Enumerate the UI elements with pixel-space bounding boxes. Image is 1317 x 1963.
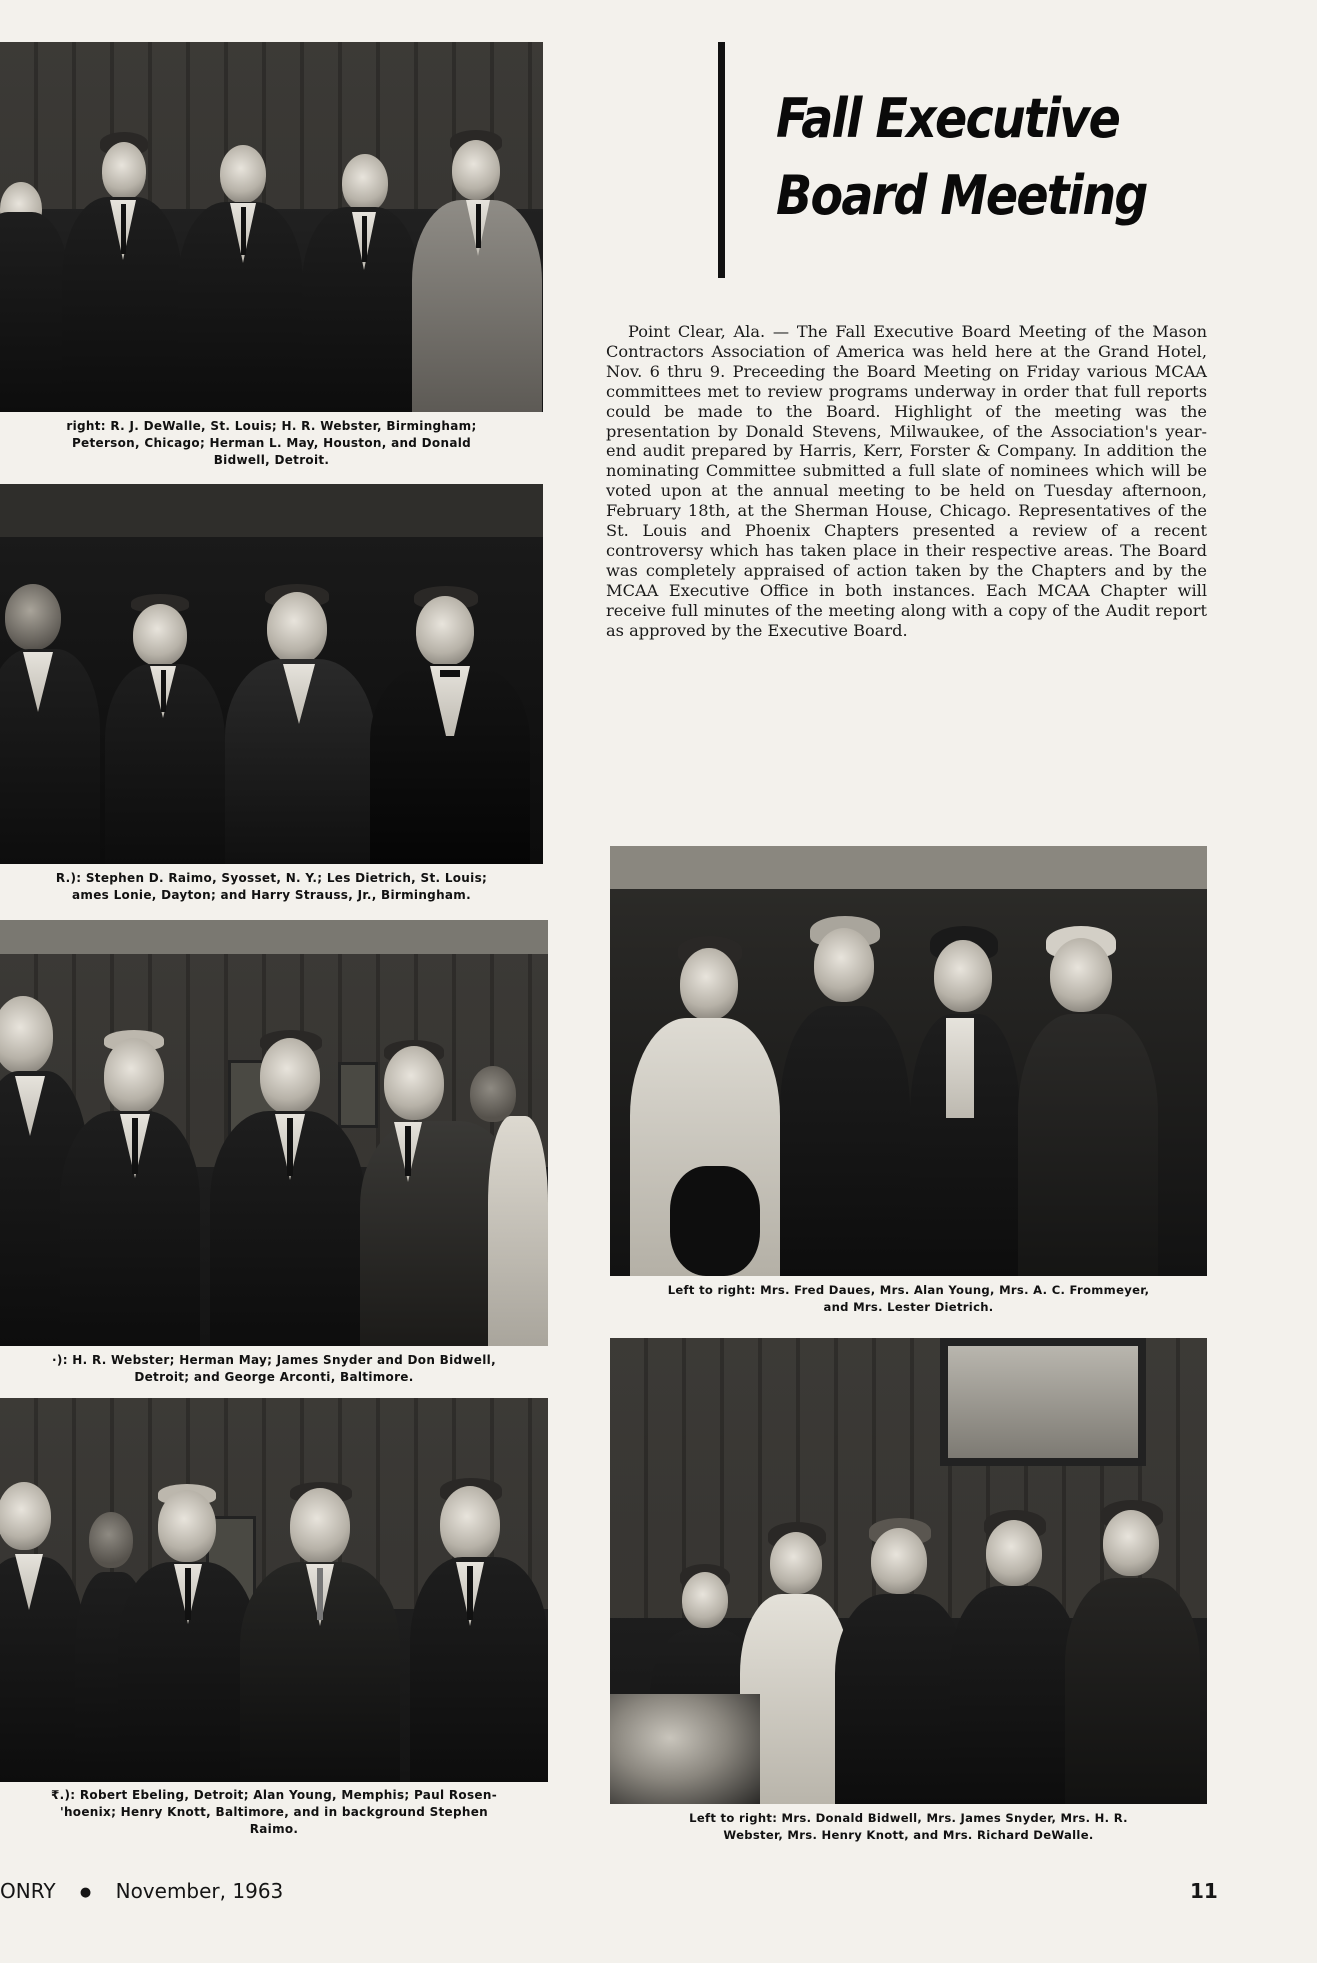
person-figure: [1018, 926, 1158, 1276]
person-figure: [910, 926, 1020, 1276]
issue-date: November, 1963: [115, 1879, 284, 1903]
person-figure: [0, 1472, 85, 1782]
title-line-2: Board Meeting: [776, 164, 1147, 227]
title-line-1: Fall Executive: [776, 87, 1120, 150]
title-rule: [718, 42, 725, 278]
caption-line: Left to right: Mrs. Fred Daues, Mrs. Alan Young, Mrs. A. C. Frommeyer,: [667, 1283, 1150, 1297]
caption-line: and Mrs. Lester Dietrich.: [823, 1300, 994, 1314]
person-figure: [370, 524, 530, 864]
caption-line: right: R. J. DeWalle, St. Louis; H. R. Webster, Birmingham;: [66, 419, 477, 433]
caption-line: ames Lonie, Dayton; and Harry Strauss, Jr., Birmingham.: [72, 888, 471, 902]
person-figure: [210, 976, 365, 1346]
caption-photo-4: [0, 1787, 548, 1838]
caption-photo-3: [0, 1352, 548, 1386]
photo-board-members-4: [0, 1398, 548, 1782]
footer-publication: [0, 1879, 283, 1903]
caption-line: Peterson, Chicago; Herman L. May, Houston, and Donald: [71, 436, 472, 450]
caption-line: Detroit; and George Arconti, Baltimore.: [134, 1370, 414, 1384]
caption-line: ₹.): Robert Ebeling, Detroit; Alan Young, Memphis; Paul Rosen-: [51, 1788, 497, 1802]
publication-name: ONRY: [0, 1879, 56, 1903]
person-figure: [0, 534, 100, 864]
person-figure: [225, 524, 375, 864]
person-figure: [0, 112, 70, 412]
person-figure: [105, 534, 225, 864]
caption-photo-2: [0, 870, 543, 904]
photo-board-members-2: [0, 484, 543, 864]
footer-bullet: ●: [79, 1885, 92, 1900]
photo-board-members-3: [0, 920, 548, 1346]
caption-line: R.): Stephen D. Raimo, Syosset, N. Y.; Les Dietrich, St. Louis;: [55, 871, 488, 885]
caption-line: Webster, Mrs. Henry Knott, and Mrs. Richard DeWalle.: [723, 1828, 1094, 1842]
caption-line: ·): H. R. Webster; Herman May; James Snyder and Don Bidwell,: [52, 1353, 496, 1367]
caption-line: 'hoenix; Henry Knott, Baltimore, and in background Stephen: [59, 1805, 489, 1819]
person-figure: [62, 92, 182, 412]
caption-line: Raimo.: [249, 1822, 299, 1836]
person-figure: [240, 1472, 400, 1782]
person-figure: [410, 1472, 548, 1782]
page-number: 11: [1190, 1879, 1218, 1903]
caption-photo-5: [610, 1282, 1207, 1316]
person-figure: [670, 1166, 760, 1276]
photo-background: [610, 846, 1207, 889]
caption-line: Left to right: Mrs. Donald Bidwell, Mrs. James Snyder, Mrs. H. R.: [689, 1811, 1128, 1825]
person-figure: [412, 82, 542, 412]
person-figure: [950, 1504, 1080, 1804]
person-figure: [458, 1046, 548, 1346]
caption-photo-1: [0, 418, 543, 469]
photo-ladies-1: [610, 846, 1207, 1276]
person-figure: [60, 976, 200, 1346]
caption-line: Bidwell, Detroit.: [213, 453, 330, 467]
photo-board-members-1: [0, 42, 543, 412]
page-title: [776, 80, 1147, 234]
person-figure: [1065, 1494, 1200, 1804]
table-with-bowls: [610, 1694, 760, 1804]
person-figure: [302, 92, 420, 412]
wall-painting: [940, 1338, 1146, 1466]
caption-photo-6: [610, 1810, 1207, 1844]
article-body: Point Clear, Ala. — The Fall Executive Board Meeting of the Mason Contractors Association of America was held here at the Grand Hotel, Nov. 6 thru 9. Preceeding the Board Meeting on Friday various MCAA committees met to review programs underway in order that full reports could be made to the Board. Highlight of the meeting was the presentation by Donald Stevens, Milwaukee, of the Association's year-end audit prepared by Harris, Kerr, Forster & Company. In addition the nominating Committee submitted a full slate of nominees which will be voted upon at the annual meeting to be held on Tuesday afternoon, February 18th, at the Sherman House, Chicago. Representatives of the St. Louis and Phoenix Chapters presented a review of a recent controversy which has taken place in their respective areas. The Board was completely appraised of action taken by the Chapters and by the MCAA Executive Office in both instances. Each MCAA Chapter will receive full minutes of the meeting along with a copy of the Audit report as approved by the Executive Board.: [606, 322, 1207, 640]
person-figure: [780, 916, 910, 1276]
person-figure: [118, 1482, 258, 1782]
photo-background: [0, 920, 548, 954]
photo-ladies-2: [610, 1338, 1207, 1804]
person-figure: [178, 87, 303, 412]
person-figure: [835, 1484, 965, 1804]
